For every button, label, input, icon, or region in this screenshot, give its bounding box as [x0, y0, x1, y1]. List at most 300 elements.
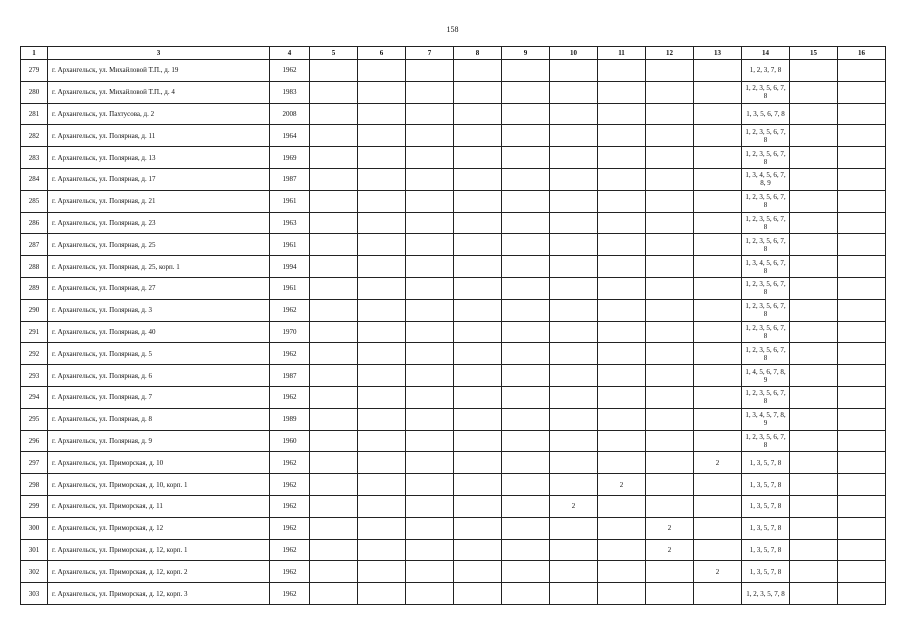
address-cell: г. Архангельск, ул. Приморская, д. 12, корп. 1 — [48, 539, 270, 561]
cell-col-13: 2 — [694, 452, 742, 474]
row-number: 289 — [21, 277, 48, 299]
empty-cell-9 — [502, 256, 550, 278]
empty-cell-8 — [454, 234, 502, 256]
empty-cell-6 — [358, 365, 406, 387]
row-number: 294 — [21, 386, 48, 408]
cell-col-13 — [694, 495, 742, 517]
row-number: 287 — [21, 234, 48, 256]
empty-cell-6 — [358, 277, 406, 299]
table-row — [21, 321, 886, 343]
empty-cell-7 — [406, 234, 454, 256]
cell-col-12 — [646, 321, 694, 343]
cell-col-11 — [598, 81, 646, 103]
empty-cell-6 — [358, 386, 406, 408]
year-cell: 1962 — [270, 495, 310, 517]
address-cell: г. Архангельск, ул. Михайловой Т.П., д. 4 — [48, 81, 270, 103]
column-header: 1 — [21, 47, 48, 60]
empty-cell-16 — [838, 81, 886, 103]
cell-col-11 — [598, 60, 646, 82]
column-header: 10 — [550, 47, 598, 60]
table-row — [21, 430, 886, 452]
cell-col-11 — [598, 408, 646, 430]
empty-cell-8 — [454, 474, 502, 496]
empty-cell-15 — [790, 168, 838, 190]
cell-col-10 — [550, 408, 598, 430]
empty-cell-15 — [790, 277, 838, 299]
empty-cell-5 — [310, 386, 358, 408]
empty-cell-5 — [310, 583, 358, 605]
empty-cell-5 — [310, 168, 358, 190]
empty-cell-8 — [454, 321, 502, 343]
table-row — [21, 299, 886, 321]
cell-col-14: 1, 2, 3, 5, 6, 7, 8 — [742, 125, 790, 147]
cell-col-10 — [550, 147, 598, 169]
empty-cell-9 — [502, 147, 550, 169]
address-cell: г. Архангельск, ул. Полярная, д. 8 — [48, 408, 270, 430]
address-cell: г. Архангельск, ул. Полярная, д. 40 — [48, 321, 270, 343]
cell-col-11 — [598, 234, 646, 256]
empty-cell-6 — [358, 256, 406, 278]
cell-col-12 — [646, 277, 694, 299]
row-number: 286 — [21, 212, 48, 234]
cell-col-10 — [550, 474, 598, 496]
empty-cell-5 — [310, 495, 358, 517]
empty-cell-16 — [838, 408, 886, 430]
empty-cell-9 — [502, 212, 550, 234]
cell-col-12 — [646, 103, 694, 125]
cell-col-13 — [694, 517, 742, 539]
empty-cell-7 — [406, 60, 454, 82]
table-row — [21, 474, 886, 496]
empty-cell-15 — [790, 365, 838, 387]
column-header: 16 — [838, 47, 886, 60]
empty-cell-8 — [454, 212, 502, 234]
cell-col-14: 1, 3, 4, 5, 6, 7, 8 — [742, 256, 790, 278]
empty-cell-9 — [502, 321, 550, 343]
cell-col-14: 1, 2, 3, 7, 8 — [742, 60, 790, 82]
empty-cell-9 — [502, 539, 550, 561]
cell-col-10 — [550, 277, 598, 299]
empty-cell-6 — [358, 517, 406, 539]
row-number: 280 — [21, 81, 48, 103]
cell-col-14: 1, 2, 3, 5, 7, 8 — [742, 583, 790, 605]
cell-col-10 — [550, 190, 598, 212]
cell-col-14: 1, 2, 3, 5, 6, 7, 8 — [742, 277, 790, 299]
empty-cell-15 — [790, 452, 838, 474]
cell-col-10 — [550, 256, 598, 278]
empty-cell-5 — [310, 147, 358, 169]
empty-cell-16 — [838, 234, 886, 256]
empty-cell-16 — [838, 495, 886, 517]
year-cell: 1994 — [270, 256, 310, 278]
empty-cell-7 — [406, 452, 454, 474]
empty-cell-6 — [358, 125, 406, 147]
empty-cell-7 — [406, 321, 454, 343]
empty-cell-8 — [454, 299, 502, 321]
year-cell: 1970 — [270, 321, 310, 343]
address-cell: г. Архангельск, ул. Полярная, д. 6 — [48, 365, 270, 387]
year-cell: 1962 — [270, 386, 310, 408]
empty-cell-5 — [310, 365, 358, 387]
table-row — [21, 212, 886, 234]
address-cell: г. Архангельск, ул. Полярная, д. 13 — [48, 147, 270, 169]
empty-cell-5 — [310, 103, 358, 125]
column-header: 4 — [270, 47, 310, 60]
cell-col-12 — [646, 474, 694, 496]
cell-col-14: 1, 3, 5, 7, 8 — [742, 561, 790, 583]
cell-col-13 — [694, 474, 742, 496]
cell-col-13 — [694, 168, 742, 190]
empty-cell-16 — [838, 539, 886, 561]
cell-col-13 — [694, 321, 742, 343]
cell-col-11 — [598, 190, 646, 212]
year-cell: 1961 — [270, 234, 310, 256]
cell-col-12 — [646, 147, 694, 169]
row-number: 300 — [21, 517, 48, 539]
row-number: 298 — [21, 474, 48, 496]
empty-cell-8 — [454, 343, 502, 365]
cell-col-10 — [550, 81, 598, 103]
empty-cell-15 — [790, 430, 838, 452]
column-header: 14 — [742, 47, 790, 60]
address-cell: г. Архангельск, ул. Приморская, д. 12, корп. 2 — [48, 561, 270, 583]
empty-cell-5 — [310, 321, 358, 343]
empty-cell-16 — [838, 386, 886, 408]
empty-cell-15 — [790, 321, 838, 343]
empty-cell-5 — [310, 60, 358, 82]
empty-cell-7 — [406, 474, 454, 496]
empty-cell-16 — [838, 147, 886, 169]
cell-col-10 — [550, 343, 598, 365]
cell-col-13 — [694, 256, 742, 278]
empty-cell-6 — [358, 81, 406, 103]
year-cell: 1961 — [270, 277, 310, 299]
empty-cell-16 — [838, 561, 886, 583]
cell-col-14: 1, 3, 4, 5, 6, 7, 8, 9 — [742, 168, 790, 190]
empty-cell-9 — [502, 583, 550, 605]
year-cell: 1962 — [270, 60, 310, 82]
row-number: 281 — [21, 103, 48, 125]
cell-col-12 — [646, 452, 694, 474]
cell-col-10 — [550, 234, 598, 256]
empty-cell-15 — [790, 583, 838, 605]
address-cell: г. Архангельск, ул. Михайловой Т.П., д. 19 — [48, 60, 270, 82]
empty-cell-15 — [790, 190, 838, 212]
empty-cell-7 — [406, 125, 454, 147]
year-cell: 1962 — [270, 583, 310, 605]
cell-col-12 — [646, 212, 694, 234]
empty-cell-16 — [838, 430, 886, 452]
table-row — [21, 583, 886, 605]
empty-cell-7 — [406, 408, 454, 430]
empty-cell-6 — [358, 234, 406, 256]
cell-col-13 — [694, 212, 742, 234]
empty-cell-8 — [454, 539, 502, 561]
year-cell: 1962 — [270, 452, 310, 474]
year-cell: 1983 — [270, 81, 310, 103]
empty-cell-7 — [406, 147, 454, 169]
address-cell: г. Архангельск, ул. Полярная, д. 17 — [48, 168, 270, 190]
table-row — [21, 365, 886, 387]
empty-cell-5 — [310, 234, 358, 256]
empty-cell-9 — [502, 299, 550, 321]
empty-cell-9 — [502, 81, 550, 103]
empty-cell-15 — [790, 256, 838, 278]
table-row — [21, 408, 886, 430]
cell-col-11 — [598, 168, 646, 190]
empty-cell-8 — [454, 430, 502, 452]
cell-col-14: 1, 2, 3, 5, 6, 7, 8 — [742, 190, 790, 212]
cell-col-10 — [550, 321, 598, 343]
empty-cell-5 — [310, 430, 358, 452]
row-number: 284 — [21, 168, 48, 190]
empty-cell-6 — [358, 60, 406, 82]
cell-col-10 — [550, 539, 598, 561]
empty-cell-15 — [790, 103, 838, 125]
cell-col-11 — [598, 256, 646, 278]
cell-col-14: 1, 3, 5, 7, 8 — [742, 539, 790, 561]
column-header: 3 — [48, 47, 270, 60]
empty-cell-5 — [310, 408, 358, 430]
cell-col-12: 2 — [646, 539, 694, 561]
empty-cell-8 — [454, 190, 502, 212]
cell-col-10 — [550, 583, 598, 605]
empty-cell-15 — [790, 212, 838, 234]
row-number: 282 — [21, 125, 48, 147]
cell-col-12 — [646, 125, 694, 147]
empty-cell-7 — [406, 495, 454, 517]
empty-cell-6 — [358, 190, 406, 212]
year-cell: 2008 — [270, 103, 310, 125]
cell-col-10 — [550, 60, 598, 82]
table-row — [21, 386, 886, 408]
empty-cell-6 — [358, 452, 406, 474]
cell-col-14: 1, 2, 3, 5, 6, 7, 8 — [742, 343, 790, 365]
cell-col-11 — [598, 147, 646, 169]
table-row — [21, 168, 886, 190]
row-number: 296 — [21, 430, 48, 452]
empty-cell-8 — [454, 277, 502, 299]
cell-col-13 — [694, 103, 742, 125]
row-number: 285 — [21, 190, 48, 212]
cell-col-12 — [646, 408, 694, 430]
empty-cell-5 — [310, 517, 358, 539]
cell-col-10 — [550, 168, 598, 190]
empty-cell-9 — [502, 190, 550, 212]
table-row — [21, 452, 886, 474]
empty-cell-9 — [502, 60, 550, 82]
cell-col-14: 1, 2, 3, 5, 6, 7, 8 — [742, 299, 790, 321]
cell-col-12 — [646, 365, 694, 387]
table-row — [21, 343, 886, 365]
empty-cell-8 — [454, 103, 502, 125]
address-cell: г. Архангельск, ул. Полярная, д. 25 — [48, 234, 270, 256]
cell-col-10 — [550, 561, 598, 583]
cell-col-11 — [598, 299, 646, 321]
cell-col-10 — [550, 103, 598, 125]
empty-cell-6 — [358, 212, 406, 234]
column-header: 11 — [598, 47, 646, 60]
year-cell: 1962 — [270, 517, 310, 539]
column-header: 12 — [646, 47, 694, 60]
empty-cell-9 — [502, 125, 550, 147]
empty-cell-6 — [358, 408, 406, 430]
cell-col-11 — [598, 365, 646, 387]
cell-col-13: 2 — [694, 561, 742, 583]
table-body — [21, 60, 886, 605]
row-number: 301 — [21, 539, 48, 561]
cell-col-11 — [598, 103, 646, 125]
empty-cell-15 — [790, 539, 838, 561]
empty-cell-16 — [838, 321, 886, 343]
empty-cell-8 — [454, 60, 502, 82]
cell-col-14: 1, 3, 5, 7, 8 — [742, 474, 790, 496]
empty-cell-7 — [406, 583, 454, 605]
column-header: 13 — [694, 47, 742, 60]
cell-col-12 — [646, 60, 694, 82]
empty-cell-7 — [406, 386, 454, 408]
cell-col-10 — [550, 365, 598, 387]
address-cell: г. Архангельск, ул. Полярная, д. 9 — [48, 430, 270, 452]
table-row — [21, 495, 886, 517]
empty-cell-8 — [454, 583, 502, 605]
empty-cell-16 — [838, 168, 886, 190]
row-number: 288 — [21, 256, 48, 278]
empty-cell-5 — [310, 256, 358, 278]
table-row — [21, 125, 886, 147]
empty-cell-16 — [838, 583, 886, 605]
cell-col-14: 1, 2, 3, 5, 6, 7, 8 — [742, 321, 790, 343]
empty-cell-7 — [406, 277, 454, 299]
cell-col-10 — [550, 517, 598, 539]
table-row — [21, 539, 886, 561]
empty-cell-5 — [310, 474, 358, 496]
empty-cell-9 — [502, 474, 550, 496]
address-cell: г. Архангельск, ул. Полярная, д. 11 — [48, 125, 270, 147]
empty-cell-8 — [454, 125, 502, 147]
cell-col-11 — [598, 277, 646, 299]
empty-cell-7 — [406, 299, 454, 321]
empty-cell-6 — [358, 474, 406, 496]
cell-col-12 — [646, 583, 694, 605]
row-number: 299 — [21, 495, 48, 517]
empty-cell-5 — [310, 343, 358, 365]
empty-cell-16 — [838, 517, 886, 539]
year-cell: 1962 — [270, 561, 310, 583]
column-header: 7 — [406, 47, 454, 60]
year-cell: 1987 — [270, 168, 310, 190]
cell-col-13 — [694, 386, 742, 408]
cell-col-12 — [646, 561, 694, 583]
empty-cell-7 — [406, 430, 454, 452]
empty-cell-7 — [406, 365, 454, 387]
cell-col-12: 2 — [646, 517, 694, 539]
cell-col-14: 1, 2, 3, 5, 6, 7, 8 — [742, 212, 790, 234]
empty-cell-5 — [310, 190, 358, 212]
empty-cell-16 — [838, 343, 886, 365]
empty-cell-16 — [838, 256, 886, 278]
empty-cell-7 — [406, 81, 454, 103]
column-header: 15 — [790, 47, 838, 60]
cell-col-12 — [646, 256, 694, 278]
row-number: 283 — [21, 147, 48, 169]
empty-cell-5 — [310, 539, 358, 561]
table-row — [21, 81, 886, 103]
empty-cell-5 — [310, 212, 358, 234]
address-cell: г. Архангельск, ул. Приморская, д. 12, корп. 3 — [48, 583, 270, 605]
cell-col-13 — [694, 277, 742, 299]
cell-col-13 — [694, 583, 742, 605]
empty-cell-7 — [406, 343, 454, 365]
cell-col-13 — [694, 408, 742, 430]
cell-col-14: 1, 3, 4, 5, 7, 8, 9 — [742, 408, 790, 430]
cell-col-11 — [598, 583, 646, 605]
empty-cell-16 — [838, 277, 886, 299]
buildings-table — [20, 46, 886, 605]
table-row — [21, 277, 886, 299]
table-row — [21, 517, 886, 539]
cell-col-11 — [598, 430, 646, 452]
empty-cell-15 — [790, 81, 838, 103]
row-number: 295 — [21, 408, 48, 430]
empty-cell-15 — [790, 60, 838, 82]
cell-col-11 — [598, 212, 646, 234]
cell-col-12 — [646, 430, 694, 452]
empty-cell-8 — [454, 81, 502, 103]
cell-col-11 — [598, 561, 646, 583]
cell-col-13 — [694, 234, 742, 256]
column-header: 6 — [358, 47, 406, 60]
cell-col-12 — [646, 495, 694, 517]
empty-cell-7 — [406, 103, 454, 125]
empty-cell-9 — [502, 452, 550, 474]
cell-col-11 — [598, 539, 646, 561]
empty-cell-9 — [502, 168, 550, 190]
cell-col-12 — [646, 299, 694, 321]
address-cell: г. Архангельск, ул. Полярная, д. 27 — [48, 277, 270, 299]
empty-cell-5 — [310, 452, 358, 474]
empty-cell-15 — [790, 408, 838, 430]
table-row — [21, 256, 886, 278]
cell-col-10 — [550, 299, 598, 321]
empty-cell-6 — [358, 539, 406, 561]
cell-col-12 — [646, 234, 694, 256]
cell-col-10 — [550, 212, 598, 234]
empty-cell-9 — [502, 386, 550, 408]
row-number: 303 — [21, 583, 48, 605]
row-number: 293 — [21, 365, 48, 387]
empty-cell-5 — [310, 561, 358, 583]
empty-cell-8 — [454, 365, 502, 387]
empty-cell-6 — [358, 103, 406, 125]
address-cell: г. Архангельск, ул. Приморская, д. 12 — [48, 517, 270, 539]
cell-col-10 — [550, 386, 598, 408]
empty-cell-16 — [838, 103, 886, 125]
cell-col-14: 1, 2, 3, 5, 6, 7, 8 — [742, 430, 790, 452]
year-cell: 1960 — [270, 430, 310, 452]
cell-col-10 — [550, 125, 598, 147]
empty-cell-6 — [358, 430, 406, 452]
empty-cell-9 — [502, 408, 550, 430]
cell-col-12 — [646, 386, 694, 408]
empty-cell-7 — [406, 190, 454, 212]
cell-col-11 — [598, 343, 646, 365]
empty-cell-5 — [310, 277, 358, 299]
empty-cell-7 — [406, 561, 454, 583]
year-cell: 1969 — [270, 147, 310, 169]
cell-col-14: 1, 2, 3, 5, 6, 7, 8 — [742, 386, 790, 408]
empty-cell-7 — [406, 168, 454, 190]
